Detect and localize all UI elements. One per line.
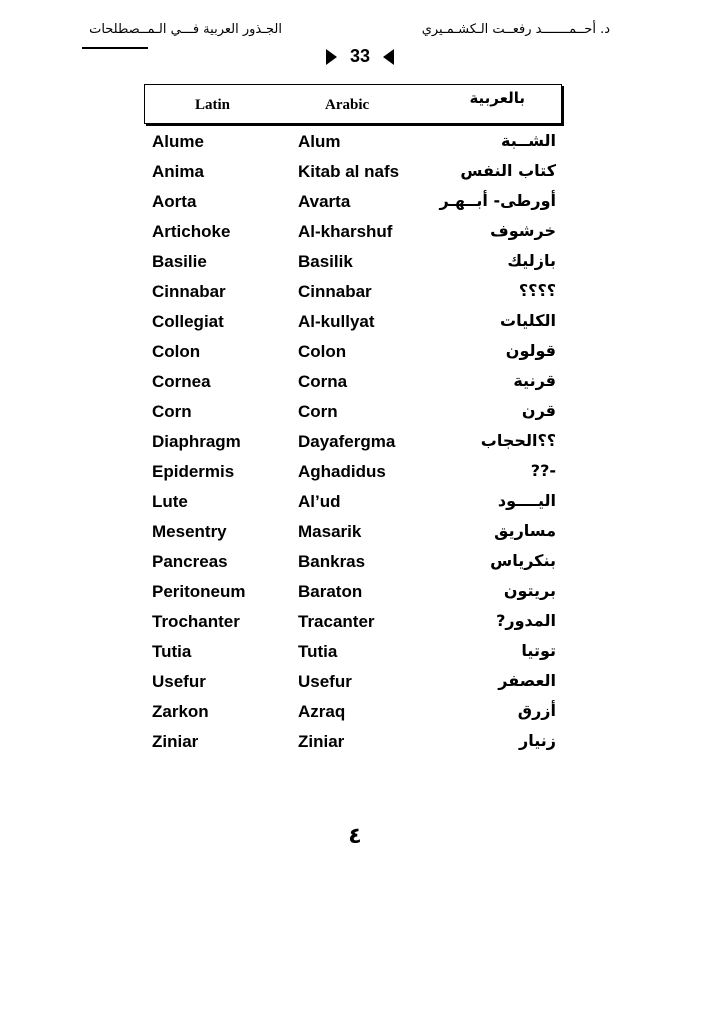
table-row [0, 489, 728, 519]
latin-term: Aorta [152, 192, 197, 211]
arabic-script-term: المدور? [496, 611, 556, 630]
arabic-script-term: بازليك [507, 251, 556, 270]
arabic-script-term: الشــبة [501, 131, 556, 150]
arabic-script-term: ؟؟الحجاب [480, 431, 556, 450]
arabic-transliteration: Corna [298, 372, 348, 391]
table-row [0, 549, 728, 579]
latin-term: Mesentry [152, 522, 227, 541]
arabic-transliteration: Cinnabar [298, 282, 372, 301]
header-arabic: Arabic [325, 97, 370, 113]
table-row [0, 159, 728, 189]
page-number-badge [320, 44, 400, 70]
latin-term: Alume [152, 132, 204, 151]
arabic-script-term: العصفر [498, 671, 556, 690]
latin-term: Colon [152, 342, 201, 361]
table-row [0, 339, 728, 369]
latin-term: Artichoke [152, 222, 231, 241]
table-row [0, 639, 728, 669]
header-book-title: الجـذور العربية فـــي الـمــصطلحات [89, 22, 282, 37]
arabic-transliteration: Basilik [298, 252, 353, 271]
arabic-script-term: توتيا [521, 641, 556, 660]
arabic-transliteration: Corn [298, 402, 338, 421]
table-row [0, 519, 728, 549]
arabic-script-term: الكليات [500, 311, 556, 330]
arabic-transliteration: Aghadidus [298, 462, 386, 481]
header-arabic-script: بالعربية [469, 89, 525, 107]
arabic-transliteration: Tracanter [298, 612, 375, 631]
arabic-script-term: خرشوف [490, 221, 556, 240]
latin-term: Epidermis [152, 462, 235, 481]
table-row [0, 309, 728, 339]
table-row [0, 279, 728, 309]
latin-term: Diaphragm [152, 432, 241, 451]
arrow-left-icon [382, 48, 396, 66]
header-author: د. أحــمـــــــد رفعــت الـكشـمـيري [421, 22, 610, 37]
table-row [0, 459, 728, 489]
footer-page-number: ٤ [348, 824, 362, 849]
table-row [0, 399, 728, 429]
arabic-script-term: أورطى- أبــهـر [439, 191, 556, 210]
arabic-script-term: -?? [530, 461, 556, 480]
table-row [0, 189, 728, 219]
latin-term: Tutia [152, 642, 192, 661]
latin-term: Collegiat [152, 312, 224, 331]
table-row [0, 729, 728, 759]
table-row [0, 129, 728, 159]
table-row [0, 369, 728, 399]
arabic-script-term: مساريق [494, 521, 556, 540]
latin-term: Usefur [152, 672, 206, 691]
arabic-transliteration: Colon [298, 342, 347, 361]
arabic-transliteration: Ziniar [298, 732, 345, 751]
latin-term: Corn [152, 402, 192, 421]
arabic-transliteration: Al-kharshuf [298, 222, 393, 241]
arabic-script-term: قولون [505, 341, 556, 360]
table-row [0, 669, 728, 699]
arrow-right-icon [324, 48, 338, 66]
latin-term: Basilie [152, 252, 207, 271]
arabic-script-term: قرنية [513, 371, 556, 390]
arabic-transliteration: Alum [298, 132, 341, 151]
latin-term: Cornea [152, 372, 211, 391]
arabic-transliteration: Usefur [298, 672, 352, 691]
table-row [0, 429, 728, 459]
header-rule [82, 47, 148, 49]
latin-term: Trochanter [152, 612, 240, 631]
arabic-script-term: قرن [521, 401, 556, 420]
arabic-script-term: ؟؟؟؟ [518, 281, 556, 300]
arabic-transliteration: Al-kullyat [298, 312, 375, 331]
arabic-transliteration: Baraton [298, 582, 363, 601]
term-table [0, 129, 728, 759]
latin-term: Cinnabar [152, 282, 226, 301]
arabic-transliteration: Al’ud [298, 492, 341, 511]
arabic-script-term: اليــــود [497, 491, 556, 510]
table-header [144, 84, 562, 124]
arabic-script-term: زنيار [519, 731, 556, 750]
table-row [0, 579, 728, 609]
arabic-script-term: بريتون [503, 581, 556, 600]
arabic-script-term: أزرق [517, 701, 556, 720]
latin-term: Zarkon [152, 702, 209, 721]
latin-term: Pancreas [152, 552, 228, 571]
page-number: 33 [349, 46, 371, 66]
arabic-transliteration: Dayafergma [298, 432, 396, 451]
arabic-transliteration: Masarik [298, 522, 362, 541]
latin-term: Lute [152, 492, 188, 511]
arabic-script-term: كتاب النفس [460, 161, 556, 180]
arabic-transliteration: Tutia [298, 642, 338, 661]
table-row [0, 699, 728, 729]
table-row [0, 219, 728, 249]
arabic-transliteration: Bankras [298, 552, 366, 571]
latin-term: Anima [152, 162, 204, 181]
table-row [0, 609, 728, 639]
table-row [0, 249, 728, 279]
latin-term: Ziniar [152, 732, 199, 751]
arabic-transliteration: Kitab al nafs [298, 162, 400, 181]
latin-term: Peritoneum [152, 582, 246, 601]
header-latin: Latin [195, 97, 231, 113]
arabic-transliteration: Avarta [298, 192, 351, 211]
arabic-transliteration: Azraq [298, 702, 346, 721]
arabic-script-term: بنكرياس [490, 551, 556, 570]
